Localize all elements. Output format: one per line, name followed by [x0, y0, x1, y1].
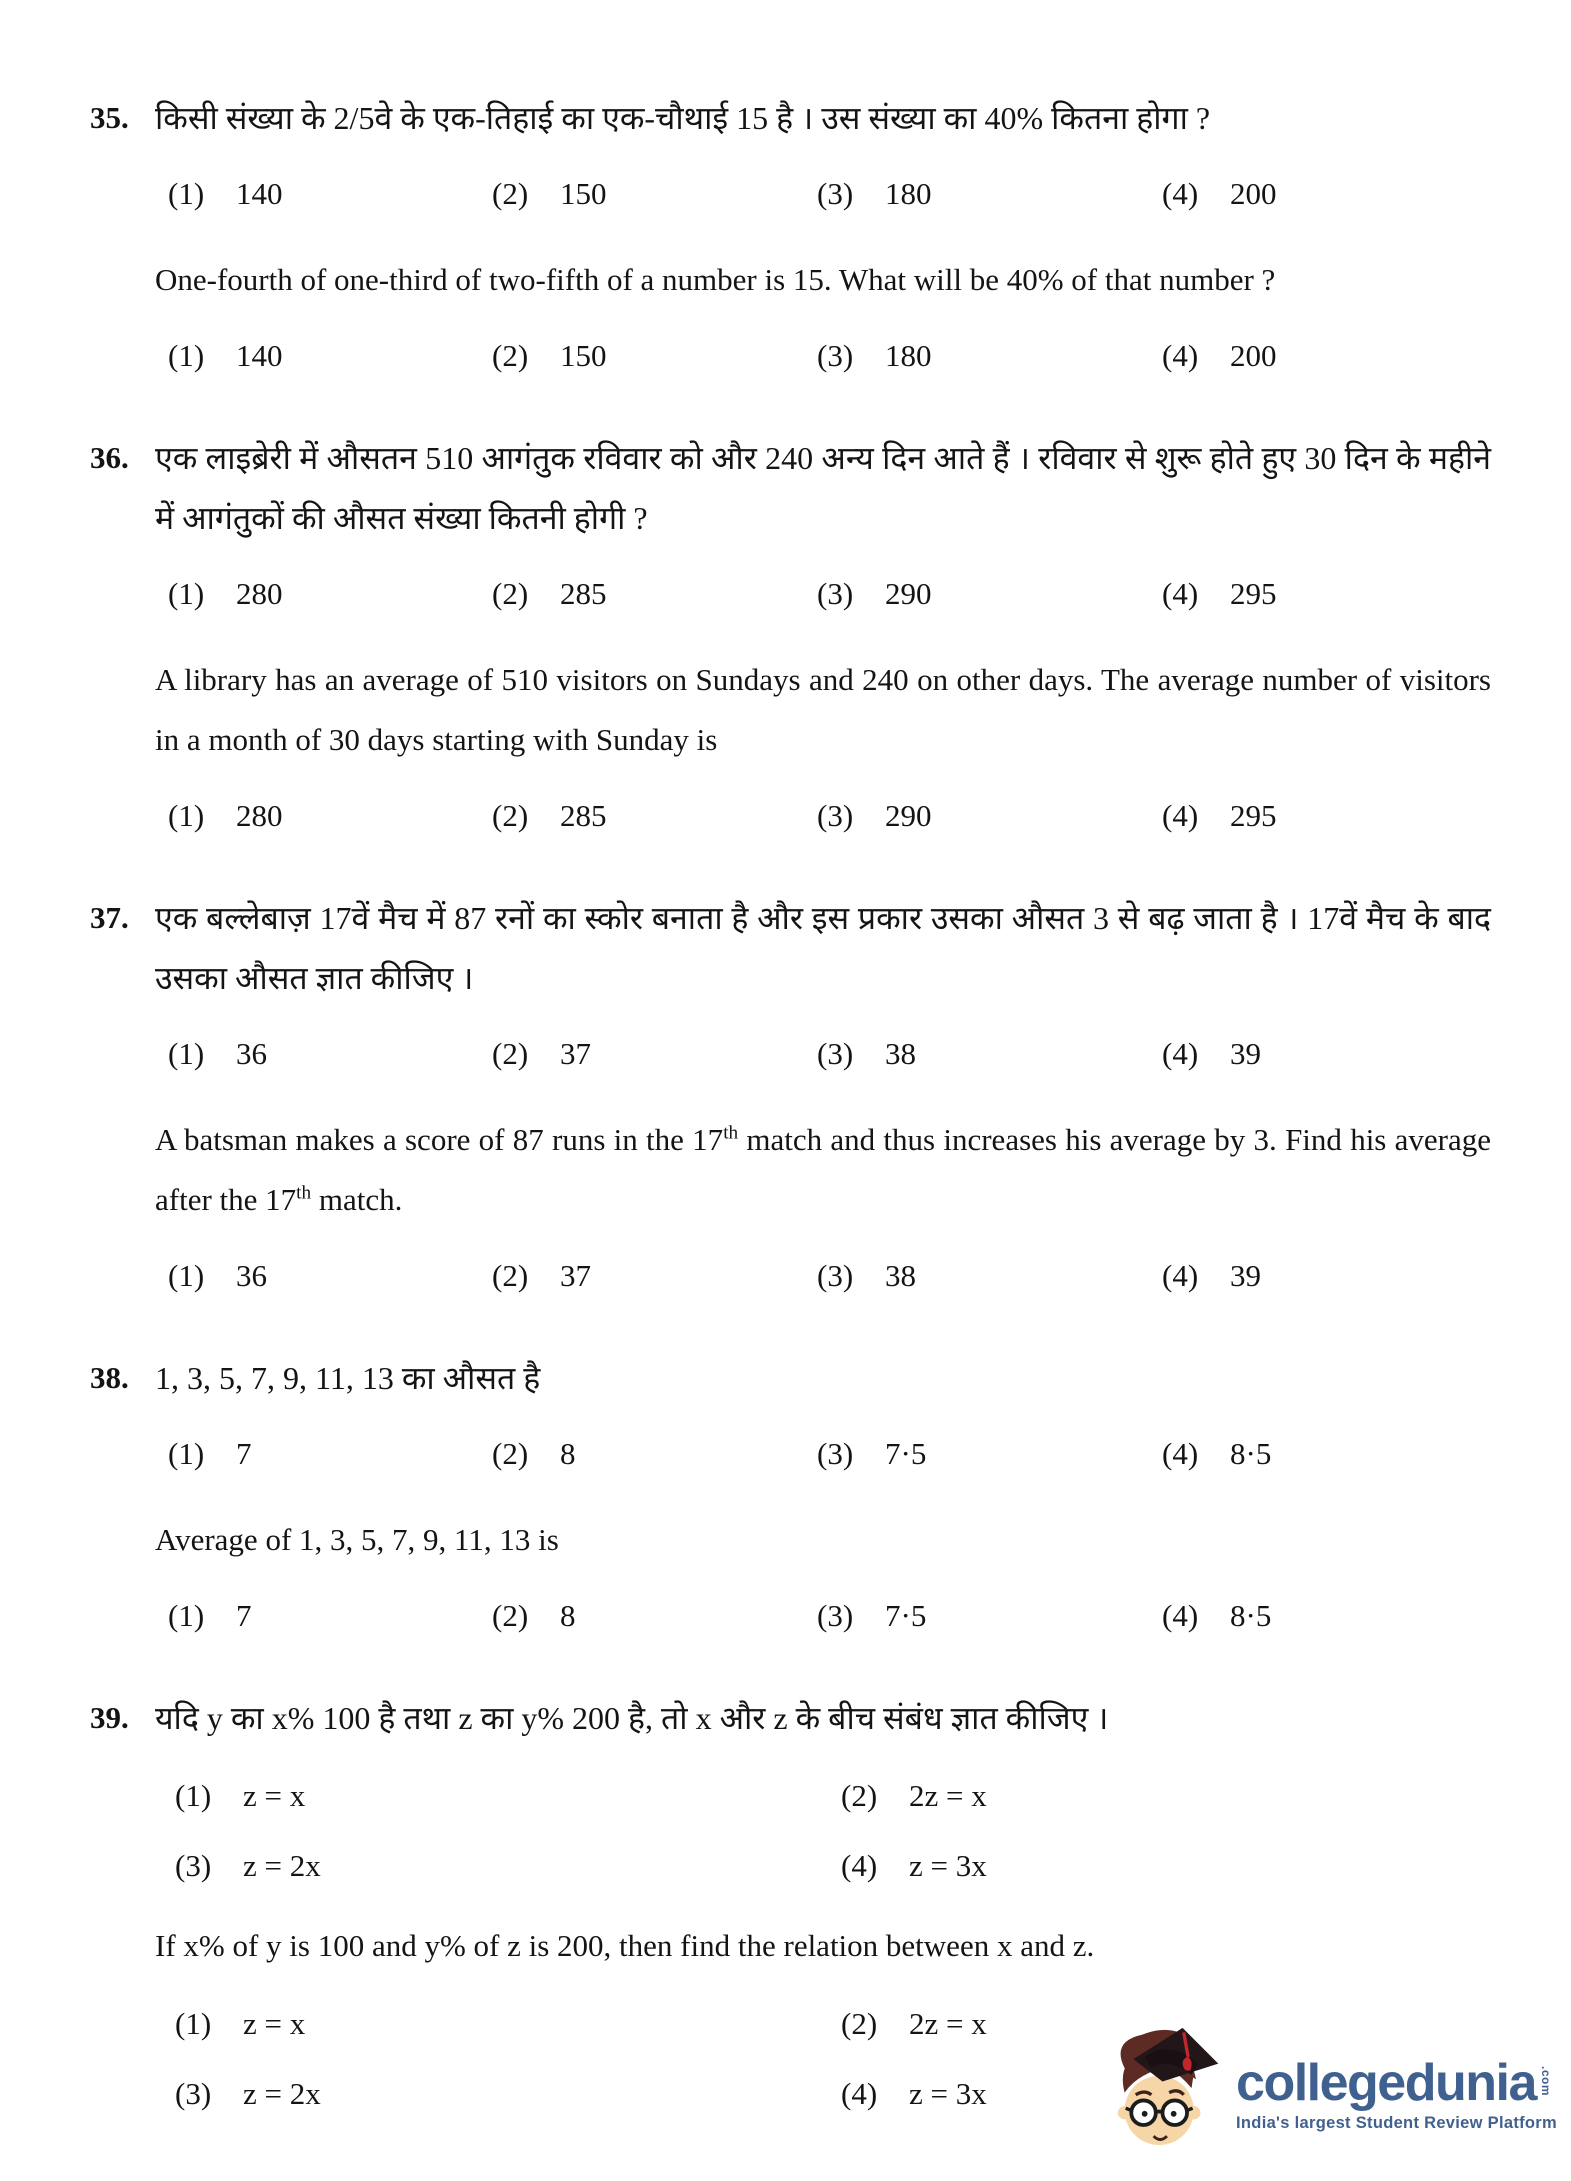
- option-3: [175, 1844, 841, 1888]
- option-value: 37: [560, 1036, 591, 1071]
- question-text-english: A library has an average of 510 visitors on Sundays and 240 on other days. The average number of visitors in a month of 30 days starting with Sunday is: [155, 662, 1491, 757]
- option-value: 150: [560, 176, 607, 211]
- option-value: z = x: [243, 2006, 306, 2041]
- option-value: 7: [236, 1598, 252, 1633]
- brand-name: collegedunia: [1236, 2053, 1536, 2112]
- question-38: [90, 1348, 1491, 1638]
- option-value: 2z = x: [909, 2006, 987, 2041]
- option-3: [175, 2072, 841, 2116]
- text-segment: match.: [311, 1182, 403, 1217]
- option-label: (3): [817, 176, 854, 211]
- option-4: [1162, 572, 1491, 616]
- option-2: [841, 1774, 1491, 1818]
- question-text-hindi: यदि y का x% 100 है तथा z का y% 200 है, तो x और z के बीच संबंध ज्ञात कीजिए ।: [155, 1700, 1109, 1736]
- question-body: [155, 88, 1491, 378]
- question-number: 36.: [90, 440, 129, 475]
- option-label: (2): [492, 1036, 529, 1071]
- option-value: 8: [560, 1598, 576, 1633]
- option-label: (3): [817, 1598, 854, 1633]
- option-2: [492, 794, 817, 838]
- option-label: (2): [492, 798, 529, 833]
- option-3: [817, 794, 1162, 838]
- option-label: (1): [168, 1436, 205, 1471]
- option-4: [1162, 172, 1491, 216]
- question-text-hindi: 1, 3, 5, 7, 9, 11, 13 का औसत है: [155, 1360, 541, 1396]
- option-value: 7·5: [885, 1598, 927, 1633]
- option-value: 280: [236, 576, 283, 611]
- option-label: (2): [492, 1598, 529, 1633]
- text-segment: A batsman makes a score of 87 runs in the 17: [155, 1122, 724, 1157]
- option-label: (2): [492, 1258, 529, 1293]
- option-label: (3): [817, 798, 854, 833]
- question-number: 39.: [90, 1700, 129, 1735]
- option-4: [1162, 1594, 1491, 1638]
- option-value: 290: [885, 576, 932, 611]
- option-label: (3): [175, 1848, 212, 1883]
- option-label: (4): [1162, 176, 1199, 211]
- option-4: [1162, 794, 1491, 838]
- option-label: (3): [817, 1036, 854, 1071]
- option-label: (1): [168, 1598, 205, 1633]
- options-row-english: [155, 794, 1491, 838]
- question-text-english: If x% of y is 100 and y% of z is 200, then find the relation between x and z.: [155, 1928, 1095, 1963]
- graduate-mascot-icon: [1095, 2019, 1230, 2169]
- option-2: [492, 1594, 817, 1638]
- options-row-hindi-2: [155, 1844, 1491, 1888]
- option-value: 38: [885, 1036, 916, 1071]
- options-row-hindi: [155, 1432, 1491, 1476]
- question-number: 38.: [90, 1360, 129, 1395]
- option-value: 285: [560, 798, 607, 833]
- option-value: 8·5: [1230, 1436, 1272, 1471]
- option-label: (4): [1162, 1036, 1199, 1071]
- option-value: z = 3x: [909, 1848, 987, 1883]
- option-2: [492, 572, 817, 616]
- option-label: (1): [168, 1258, 205, 1293]
- option-value: z = 3x: [909, 2076, 987, 2111]
- option-1: [168, 1594, 492, 1638]
- question-text-hindi: एक बल्लेबाज़ 17वें मैच में 87 रनों का स्कोर बनाता है और इस प्रकार उसका औसत 3 से बढ़ जाता है । 17वें मैच के बाद उसका औसत ज्ञात कीजिए ।: [155, 900, 1491, 996]
- option-value: 200: [1230, 338, 1277, 373]
- option-label: (2): [841, 1778, 878, 1813]
- options-row-english: [155, 334, 1491, 378]
- option-4: [1162, 1254, 1491, 1298]
- option-3: [817, 334, 1162, 378]
- option-4: [841, 1844, 1491, 1888]
- options-row-hindi: [155, 572, 1491, 616]
- option-value: 180: [885, 338, 932, 373]
- option-label: (2): [492, 338, 529, 373]
- option-label: (1): [168, 1036, 205, 1071]
- option-label: (1): [175, 1778, 212, 1813]
- options-row-hindi: [155, 1032, 1491, 1076]
- collegedunia-logo: [1095, 2019, 1557, 2169]
- question-text-hindi: एक लाइब्रेरी में औसतन 510 आगंतुक रविवार को और 240 अन्य दिन आते हैं । रविवार से शुरू होते हुए 30 दिन के महीने में आगंतुकों की औसत संख्या कितनी होगी ?: [155, 440, 1491, 536]
- question-text-english: [155, 1110, 1491, 1230]
- option-3: [817, 1432, 1162, 1476]
- option-1: [168, 172, 492, 216]
- option-label: (2): [492, 576, 529, 611]
- option-1: [175, 2002, 841, 2046]
- option-2: [492, 172, 817, 216]
- option-value: 38: [885, 1258, 916, 1293]
- question-body: [155, 428, 1491, 838]
- option-label: (1): [168, 338, 205, 373]
- option-label: (4): [1162, 1436, 1199, 1471]
- option-3: [817, 1032, 1162, 1076]
- options-row-english: [155, 1254, 1491, 1298]
- option-label: (1): [175, 2006, 212, 2041]
- option-value: 36: [236, 1258, 267, 1293]
- option-2: [492, 1432, 817, 1476]
- brand-text-block: [1236, 2053, 1557, 2133]
- option-1: [168, 1032, 492, 1076]
- option-label: (4): [1162, 338, 1199, 373]
- question-text-english: Average of 1, 3, 5, 7, 9, 11, 13 is: [155, 1522, 559, 1557]
- question-body: [155, 1348, 1491, 1638]
- option-value: 150: [560, 338, 607, 373]
- option-label: (3): [817, 338, 854, 373]
- option-value: 140: [236, 338, 283, 373]
- option-label: (4): [1162, 798, 1199, 833]
- option-4: [1162, 1432, 1491, 1476]
- option-label: (1): [168, 176, 205, 211]
- option-value: z = x: [243, 1778, 306, 1813]
- option-value: 36: [236, 1036, 267, 1071]
- option-value: 7: [236, 1436, 252, 1471]
- option-2: [492, 1254, 817, 1298]
- option-value: 37: [560, 1258, 591, 1293]
- option-value: z = 2x: [243, 1848, 321, 1883]
- options-row-english: [155, 1594, 1491, 1638]
- option-label: (1): [168, 576, 205, 611]
- option-label: (4): [1162, 1598, 1199, 1633]
- option-label: (2): [492, 176, 529, 211]
- option-label: (3): [817, 1436, 854, 1471]
- option-value: 200: [1230, 176, 1277, 211]
- option-label: (4): [1162, 576, 1199, 611]
- option-value: 295: [1230, 798, 1277, 833]
- option-1: [168, 334, 492, 378]
- brand-tagline: India's largest Student Review Platform: [1236, 2113, 1557, 2132]
- option-1: [168, 794, 492, 838]
- question-number: 37.: [90, 900, 129, 935]
- option-label: (4): [841, 2076, 878, 2111]
- option-label: (3): [175, 2076, 212, 2111]
- option-3: [817, 172, 1162, 216]
- ordinal-superscript: th: [296, 1182, 312, 1204]
- option-label: (2): [841, 2006, 878, 2041]
- option-value: 180: [885, 176, 932, 211]
- ordinal-superscript: th: [723, 1122, 739, 1144]
- option-value: z = 2x: [243, 2076, 321, 2111]
- brand-tld: .com: [1538, 2065, 1553, 2096]
- option-label: (4): [841, 1848, 878, 1883]
- option-label: (2): [492, 1436, 529, 1471]
- option-value: 8: [560, 1436, 576, 1471]
- question-body: [155, 888, 1491, 1298]
- option-1: [168, 1254, 492, 1298]
- option-value: 7·5: [885, 1436, 927, 1471]
- option-value: 140: [236, 176, 283, 211]
- question-number: 35.: [90, 100, 129, 135]
- option-3: [817, 572, 1162, 616]
- option-1: [168, 572, 492, 616]
- option-2: [492, 1032, 817, 1076]
- question-37: [90, 888, 1491, 1298]
- question-text-english: One-fourth of one-third of two-fifth of a number is 15. What will be 40% of that number ?: [155, 262, 1276, 297]
- option-label: (3): [817, 576, 854, 611]
- text-segment: match and thus increases his average by 3. Find his average after the 17: [155, 1122, 1491, 1217]
- question-36: [90, 428, 1491, 838]
- option-1: [175, 1774, 841, 1818]
- question-text-hindi: किसी संख्या के 2/5वे के एक-तिहाई का एक-चौथाई 15 है । उस संख्या का 40% कितना होगा ?: [155, 100, 1211, 136]
- option-value: 290: [885, 798, 932, 833]
- options-row-hindi-1: [155, 1774, 1491, 1818]
- option-4: [1162, 1032, 1491, 1076]
- option-value: 39: [1230, 1036, 1261, 1071]
- option-value: 8·5: [1230, 1598, 1272, 1633]
- option-1: [168, 1432, 492, 1476]
- option-3: [817, 1254, 1162, 1298]
- option-4: [1162, 334, 1491, 378]
- option-value: 280: [236, 798, 283, 833]
- option-value: 295: [1230, 576, 1277, 611]
- options-row-hindi: [155, 172, 1491, 216]
- option-label: (4): [1162, 1258, 1199, 1293]
- option-3: [817, 1594, 1162, 1638]
- option-label: (1): [168, 798, 205, 833]
- option-2: [492, 334, 817, 378]
- question-35: [90, 88, 1491, 378]
- option-value: 39: [1230, 1258, 1261, 1293]
- option-label: (3): [817, 1258, 854, 1293]
- option-value: 2z = x: [909, 1778, 987, 1813]
- option-value: 285: [560, 576, 607, 611]
